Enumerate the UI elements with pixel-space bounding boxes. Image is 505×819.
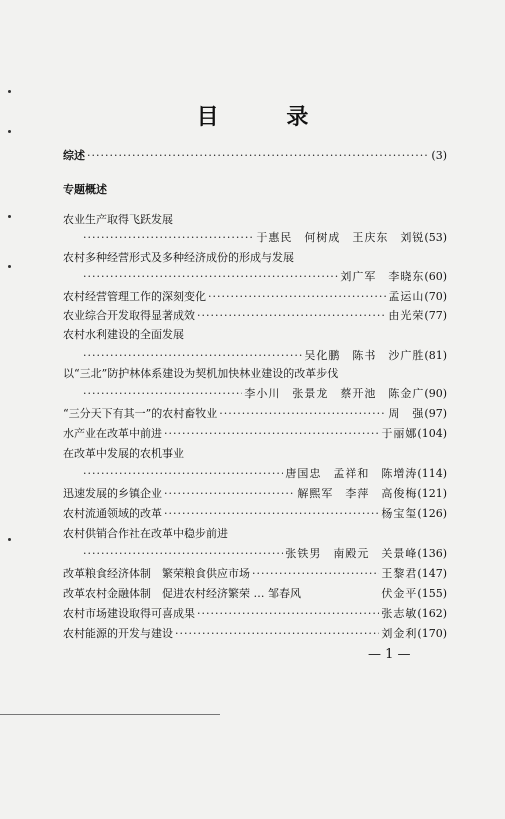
toc-entry-title: “三分天下有其一”的农村畜牧业	[63, 407, 218, 420]
leader-dots	[83, 467, 283, 480]
toc-entry-title: 农业综合开发取得显著成效	[63, 309, 195, 322]
toc-page-ref: (90)	[424, 387, 447, 400]
toc-page-ref: (60)	[424, 270, 447, 283]
toc-entry-title: 农村能源的开发与建设	[63, 627, 173, 640]
toc-entry[interactable]	[63, 485, 447, 501]
page-number: — 1 —	[368, 647, 411, 662]
toc-entry-title: 农村市场建设取得可喜成果	[63, 607, 195, 620]
leader-dots	[175, 627, 379, 640]
toc-entry-title: 综述	[63, 149, 85, 162]
scan-mark	[8, 90, 11, 93]
toc-entry[interactable]	[63, 505, 447, 521]
toc-entry-authors: 张铁男 南殿元 关景峰	[285, 547, 418, 560]
leader-dots	[197, 309, 386, 322]
leader-dots	[208, 290, 386, 303]
toc-entry-authors: 于丽娜	[381, 427, 418, 440]
toc-page-ref: (155)	[417, 587, 447, 600]
toc-entry-authors: 唐国忠 孟祥和 陈增涛	[285, 467, 418, 480]
toc-entry-title: 农村流通领域的改革	[63, 507, 162, 520]
toc-entry-title: 以“三北”防护林体系建设为契机加快林业建设的改革步伐	[63, 367, 339, 380]
toc-entry-authors: 于惠民 何树成 王庆东 刘锐	[256, 231, 425, 244]
toc-entry-authors: 李小川 张景龙 蔡开池 陈金广	[244, 387, 425, 400]
toc-entry-cont[interactable]	[63, 347, 447, 363]
toc-entry-authors: 王黎君	[381, 567, 418, 580]
toc-entry-authors: 杨宝玺	[381, 507, 418, 520]
toc-entry-cont[interactable]	[63, 268, 447, 284]
toc-entry-title: 迅速发展的乡镇企业	[63, 487, 162, 500]
toc-entry[interactable]	[63, 249, 447, 265]
toc-entry-title: 改革农村金融体制 促进农村经济繁荣 … 邹春风	[63, 587, 301, 600]
toc-page-ref: (70)	[424, 290, 447, 303]
bottom-rule	[0, 714, 220, 715]
toc-entry[interactable]	[63, 625, 447, 641]
toc-page-ref: (81)	[424, 349, 447, 362]
toc-overview[interactable]	[63, 147, 447, 163]
toc-page-ref: (53)	[424, 231, 447, 244]
leader-dots	[164, 507, 379, 520]
toc-page-ref: (147)	[417, 567, 447, 580]
scan-mark	[8, 265, 11, 268]
toc-entry[interactable]	[63, 565, 447, 581]
leader-dots	[83, 231, 254, 244]
toc-page-ref: (97)	[424, 407, 447, 420]
toc-page-ref: (126)	[417, 507, 447, 520]
toc-page-ref: (170)	[417, 627, 447, 640]
toc-entry-authors: 周 强	[388, 407, 425, 420]
toc-page-ref: (114)	[417, 467, 447, 480]
leader-dots	[252, 567, 379, 580]
toc-page-ref: (77)	[424, 309, 447, 322]
toc-page-ref: (3)	[431, 149, 447, 162]
toc-entry-title: 农业生产取得飞跃发展	[63, 213, 173, 226]
page-title: 目 录	[196, 105, 339, 130]
toc-entry[interactable]	[63, 326, 447, 342]
toc-entry-authors: 伏金平	[381, 587, 418, 600]
toc-entry-cont[interactable]	[63, 229, 447, 245]
toc-entry-authors: 刘金利	[381, 627, 418, 640]
toc-entry-title: 农村多种经营形式及多种经济成份的形成与发展	[63, 251, 294, 264]
toc-page-ref: (136)	[417, 547, 447, 560]
leader-dots	[164, 487, 295, 500]
toc-page-ref: (104)	[417, 427, 447, 440]
leader-dots	[83, 270, 338, 283]
toc-entry[interactable]	[63, 585, 447, 601]
section-heading: 专题概述	[63, 183, 107, 196]
toc-entry-authors: 吴化鹏 陈书 沙广胜	[304, 349, 425, 362]
toc-page-ref: (162)	[417, 607, 447, 620]
scan-mark	[8, 538, 11, 541]
toc-entry-title: 农村水利建设的全面发展	[63, 328, 184, 341]
toc-entry-authors: 由光荣	[388, 309, 425, 322]
leader-dots	[219, 407, 386, 420]
leader-dots	[164, 427, 379, 440]
toc-entry[interactable]	[63, 288, 447, 304]
toc-entry[interactable]	[63, 605, 447, 621]
toc-entry-cont[interactable]	[63, 465, 447, 481]
toc-entry[interactable]	[63, 425, 447, 441]
toc-entry-title: 农村供销合作社在改革中稳步前进	[63, 527, 228, 540]
toc-entry[interactable]	[63, 445, 447, 461]
toc-entry[interactable]	[63, 211, 447, 227]
toc-entry-authors: 孟运山	[388, 290, 425, 303]
leader-dots	[83, 349, 302, 362]
leader-dots	[197, 607, 379, 620]
toc-entry-cont[interactable]	[63, 545, 447, 561]
toc-entry[interactable]	[63, 365, 447, 381]
leader-dots	[87, 149, 429, 162]
toc-entry[interactable]	[63, 405, 447, 421]
toc-entry[interactable]	[63, 307, 447, 323]
scan-mark	[8, 215, 11, 218]
toc-entry-title: 水产业在改革中前进	[63, 427, 162, 440]
toc-entry-title: 改革粮食经济体制 繁荣粮食供应市场	[63, 567, 250, 580]
toc-entry-authors: 张志敏	[381, 607, 418, 620]
toc-entry-authors: 刘广军 李晓东	[340, 270, 425, 283]
toc-entry-title: 在改革中发展的农机事业	[63, 447, 184, 460]
leader-dots	[83, 547, 283, 560]
toc-entry-authors: 解熙军 李萍 高俊梅	[297, 487, 418, 500]
toc-entry-cont[interactable]	[63, 385, 447, 401]
toc-entry-title: 农村经营管理工作的深刻变化	[63, 290, 206, 303]
toc-entry[interactable]	[63, 525, 447, 541]
leader-dots	[83, 387, 242, 400]
toc-page-ref: (121)	[417, 487, 447, 500]
